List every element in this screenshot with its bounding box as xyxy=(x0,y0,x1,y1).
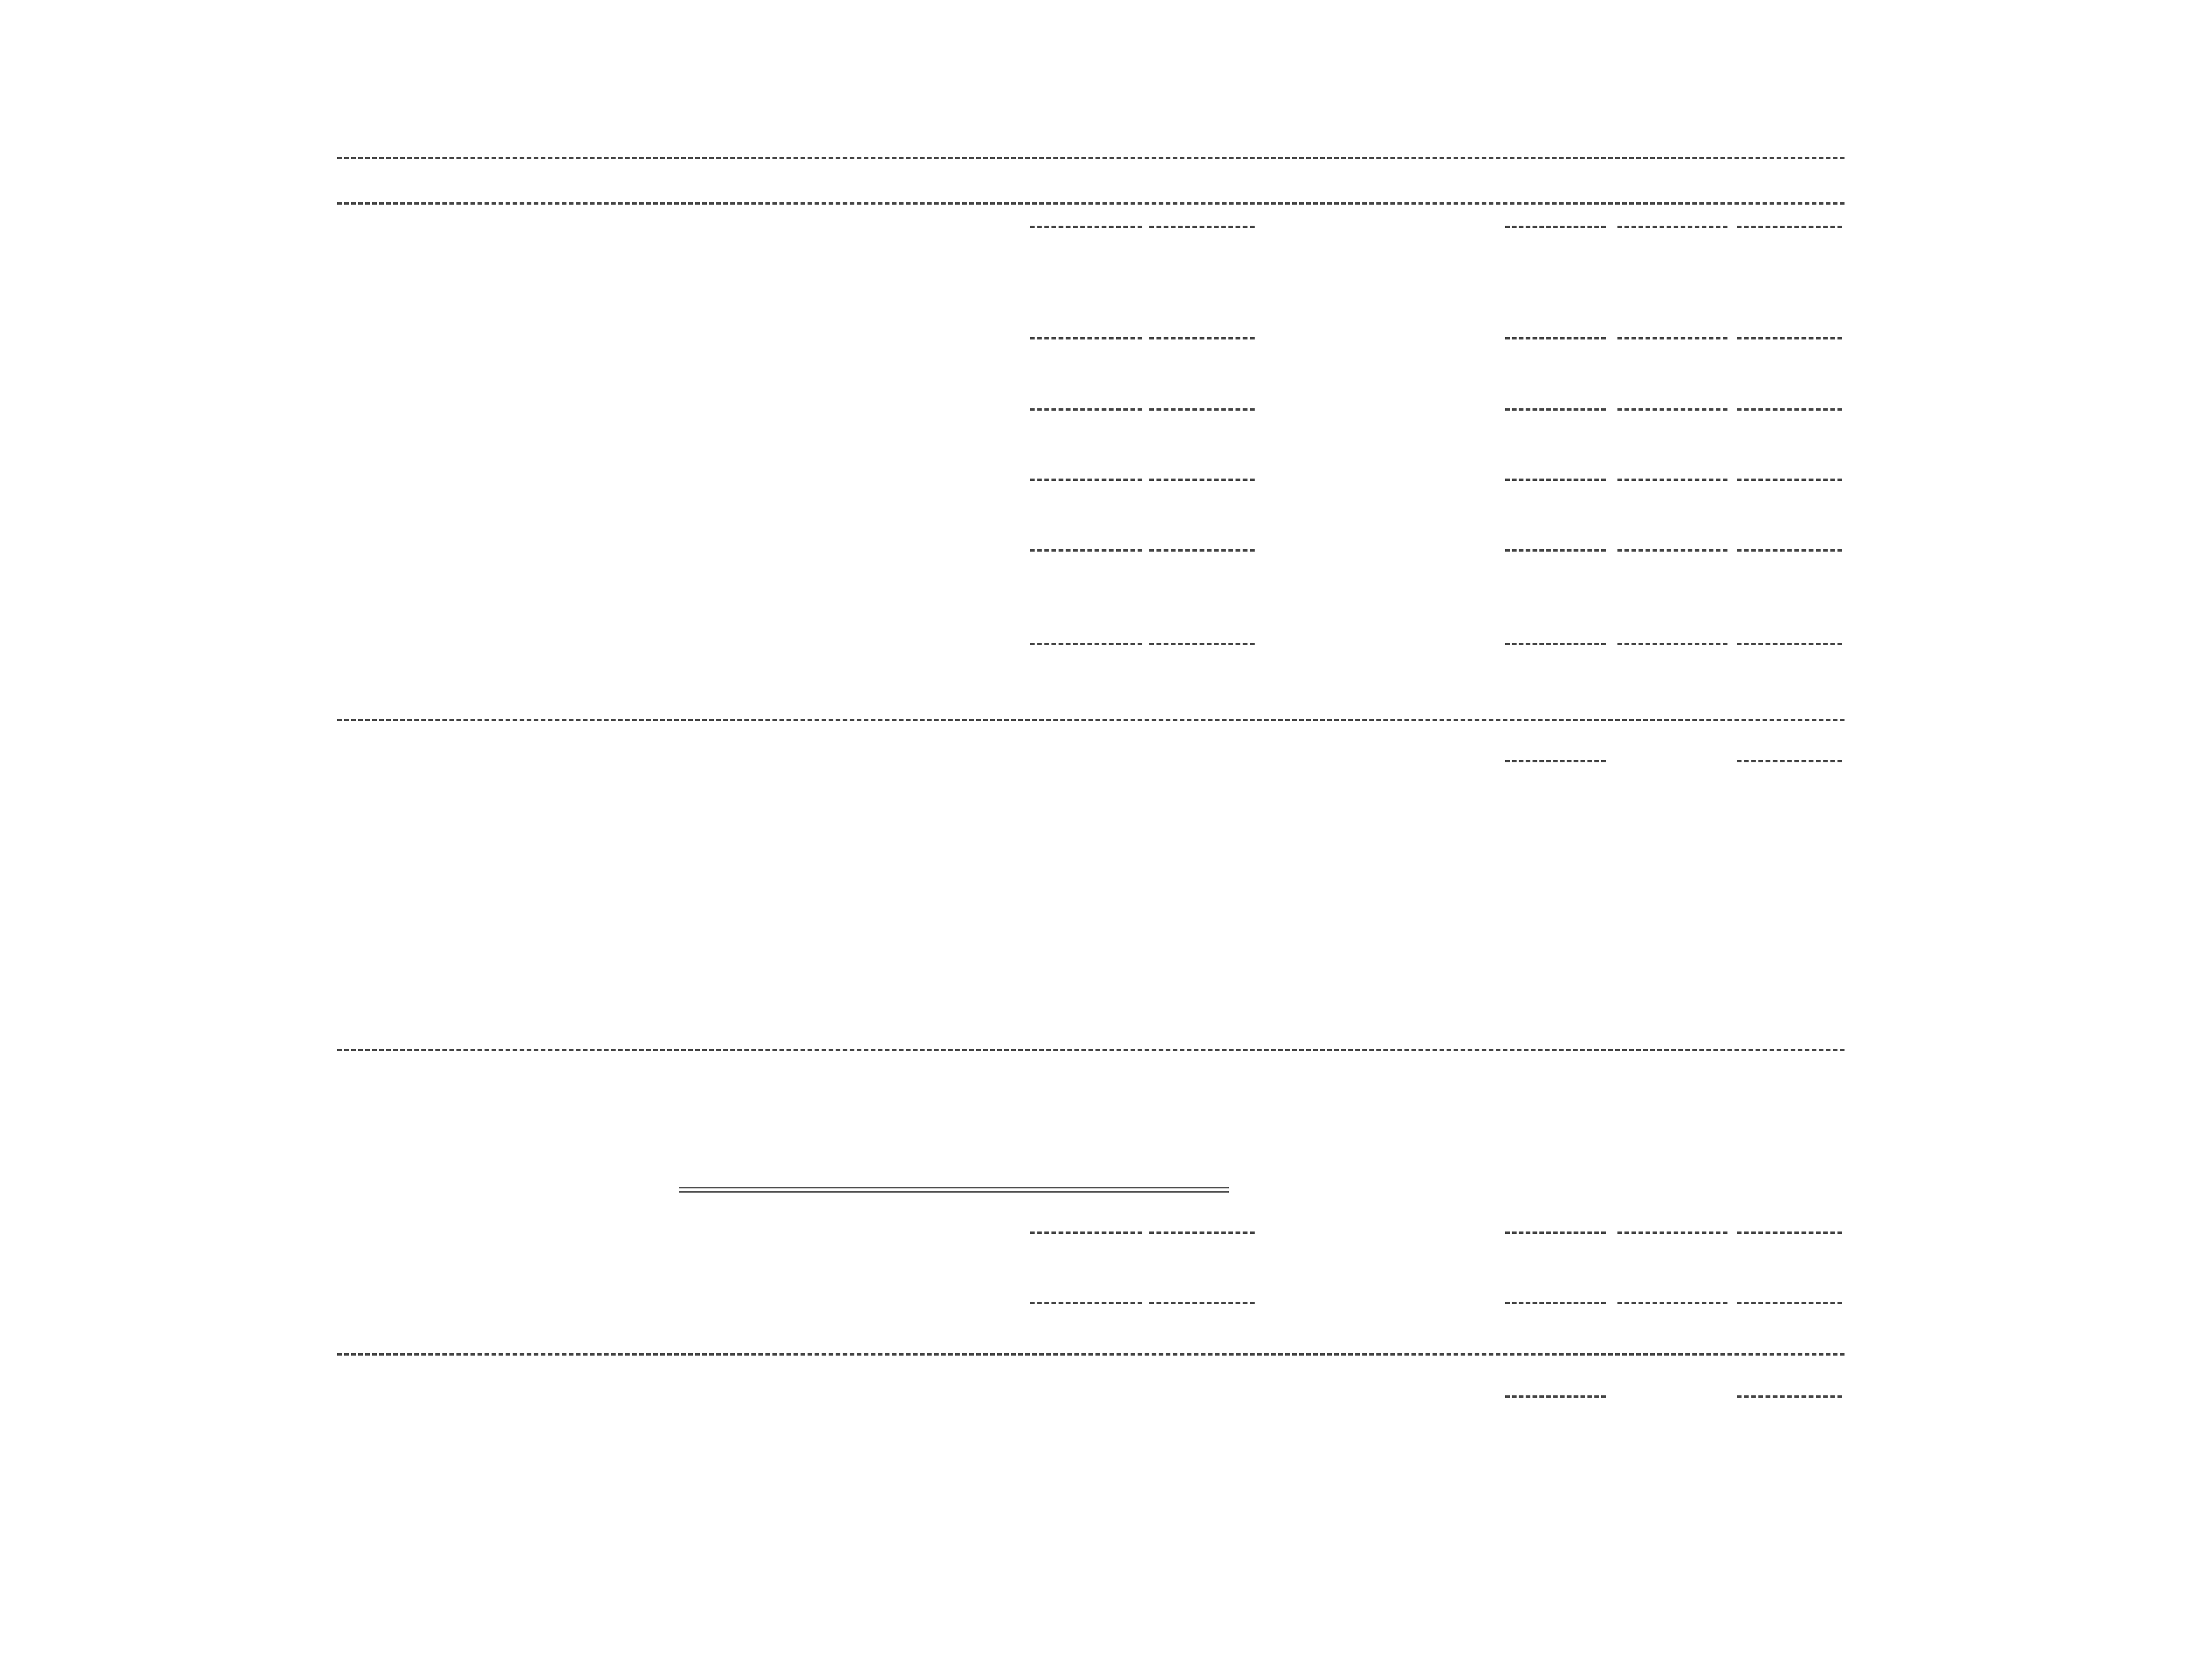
header-rule xyxy=(337,157,1845,159)
cost-rule xyxy=(1737,760,1842,762)
cost-rule xyxy=(1617,408,1727,411)
cost-rule xyxy=(1505,226,1606,228)
cost-rule xyxy=(1505,549,1606,552)
cost-rule xyxy=(1030,549,1142,552)
cost-rule xyxy=(1737,549,1842,552)
cost-rule xyxy=(1617,226,1727,228)
cost-rule xyxy=(1737,1302,1842,1304)
cost-rule xyxy=(1505,408,1606,411)
cost-rule xyxy=(1505,479,1606,481)
cost-rule xyxy=(1737,1395,1842,1398)
cost-rule xyxy=(1617,1302,1727,1304)
cost-rule xyxy=(1149,549,1255,552)
cost-rule xyxy=(1030,643,1142,645)
cost-rule xyxy=(1149,1231,1255,1234)
cost-rule xyxy=(1617,479,1727,481)
cost-rule xyxy=(1737,226,1842,228)
cost-rule xyxy=(1149,643,1255,645)
cost-rule xyxy=(1149,408,1255,411)
cost-rule xyxy=(1505,760,1606,762)
cost-rule xyxy=(1505,643,1606,645)
cost-rule xyxy=(1149,479,1255,481)
cost-rule xyxy=(1505,1395,1606,1398)
section-rule xyxy=(337,1049,1845,1051)
cost-rule xyxy=(1149,226,1255,228)
cost-rule xyxy=(1505,1302,1606,1304)
cost-rule xyxy=(1737,337,1842,339)
cost-rule xyxy=(1505,1231,1606,1234)
cost-rule xyxy=(1149,1302,1255,1304)
cost-rule xyxy=(1737,643,1842,645)
cost-rule xyxy=(1617,643,1727,645)
cost-rule xyxy=(1737,479,1842,481)
cost-rule xyxy=(1617,1231,1727,1234)
cost-rule xyxy=(1030,226,1142,228)
cost-rule xyxy=(1617,337,1727,339)
cost-rule xyxy=(1737,1231,1842,1234)
cost-rule xyxy=(1737,408,1842,411)
section-title-underline xyxy=(679,1187,1229,1193)
cost-rule xyxy=(1617,549,1727,552)
cost-rule xyxy=(1030,1231,1142,1234)
section-rule xyxy=(337,1353,1845,1356)
cost-rule xyxy=(1030,408,1142,411)
column-header-rule xyxy=(337,202,1845,205)
cost-rule xyxy=(1505,337,1606,339)
cost-rule xyxy=(1030,337,1142,339)
cost-rule xyxy=(1030,1302,1142,1304)
section-rule xyxy=(337,719,1845,721)
cost-rule xyxy=(1030,479,1142,481)
cost-rule xyxy=(1149,337,1255,339)
